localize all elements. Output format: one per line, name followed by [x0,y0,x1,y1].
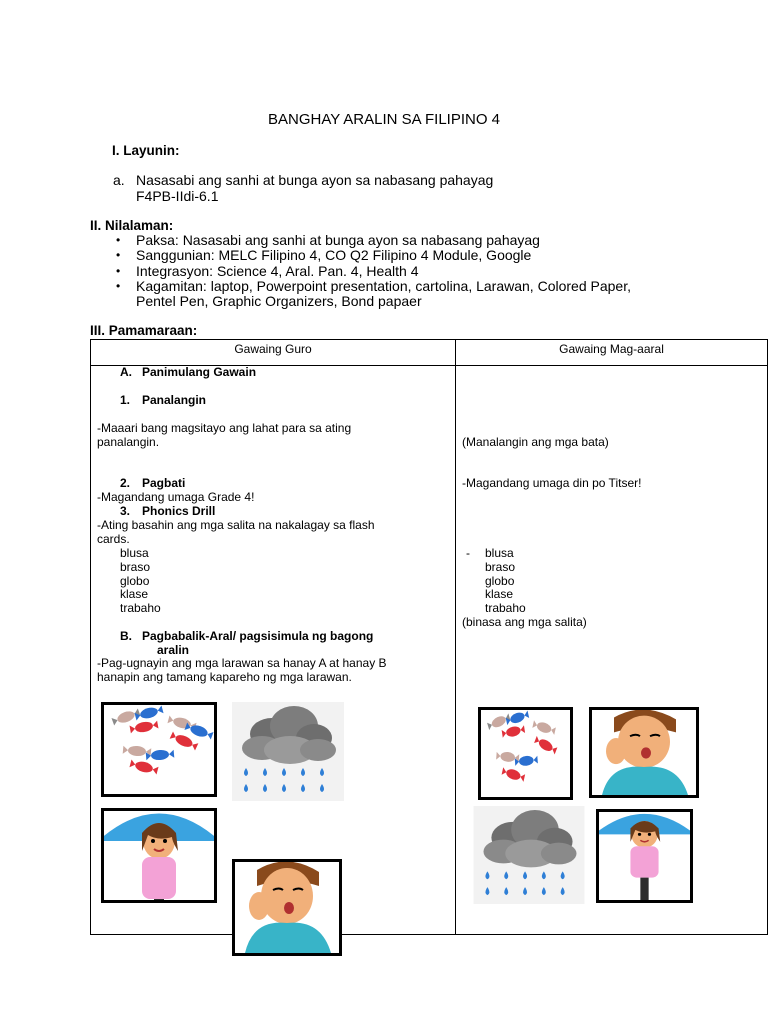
document-title: BANGHAY ARALIN SA FILIPINO 4 [267,111,501,128]
toothache-boy-picture [589,707,699,798]
step-2-title: Pagbati [142,476,186,490]
panalangin-text: panalangin. [97,435,160,449]
umbrella-girl-icon [599,814,690,900]
section-layunin-heading: I. Layunin: [112,143,180,158]
col-header-mag-aaral: Gawaing Mag-aaral [456,340,768,366]
mag-aaral-column [456,366,768,935]
b-instruction-text: -Pag-ugnayin ang mga larawan sa hanay A at hanay B [97,656,387,670]
rain-cloud-picture [232,702,344,801]
candies-picture [478,707,573,800]
candy-icon [487,710,558,783]
section-nilalaman-heading: II. Nilalaman: [90,218,174,233]
phonics-word: blusa [120,546,149,560]
rain-cloud-picture [473,806,585,904]
phonics-word: trabaho [120,601,161,615]
layunin-item-marker: a. [113,172,125,188]
phonics-text: cards. [97,532,130,546]
phonics-word: klase [120,587,149,601]
girl-umbrella-picture [101,808,217,903]
rain-cloud-icon [232,702,344,801]
panalangin-text: -Maaari bang magsitayo ang lahat para sa ating [97,421,352,435]
step-2-marker: 2. [120,476,131,490]
response-word: globo [485,574,515,588]
layunin-item-text: Nasasabi ang sanhi at bunga ayon sa nabasang pahayag [136,172,494,188]
binasa-response: (binasa ang mga salita) [462,615,587,629]
col-header-guro: Gawaing Guro [91,340,456,366]
toothache-boy-picture [232,859,342,956]
step-1-title: Panalangin [142,393,207,407]
candies-picture [101,702,217,797]
response-word: trabaho [485,601,526,615]
step-a-title: Panimulang Gawain [142,365,257,379]
word-list-dash: - [466,546,470,560]
rain-cloud-icon [474,806,585,904]
response-word: klase [485,587,514,601]
step-3-title: Phonics Drill [142,504,216,518]
phonics-text: -Ating basahin ang mga salita na nakalagay sa flash [97,518,375,532]
nilalaman-item: • Sanggunian: MELC Filipino 4, CO Q2 Filipino 4 Module, Google [116,248,631,263]
phonics-word: braso [120,560,151,574]
procedure-table [90,339,768,935]
step-b-title: Pagbabalik-Aral/ pagsisimula ng bagong [142,629,374,643]
b-instruction-text: hanapin ang tamang kapareho ng mga larawan. [97,670,352,684]
candy-icon [111,705,214,775]
step-b-marker: B. [120,629,132,643]
step-1-marker: 1. [120,393,131,407]
layunin-item-code: F4PB-IIdi-6.1 [136,188,219,204]
pagbati-response: -Magandang umaga din po Titser! [462,476,642,490]
response-word: blusa [485,546,514,560]
pagbati-text: -Magandang umaga Grade 4! [97,490,255,504]
umbrella-girl-icon [104,814,214,904]
step-b-title: aralin [157,643,190,657]
nilalaman-item: • Kagamitan: laptop, Powerpoint presentation, cartolina, Larawan, Colored Paper, [116,279,631,294]
phonics-word: globo [120,574,150,588]
toothache-boy-icon [245,862,331,953]
guro-column [91,366,456,935]
nilalaman-item: • Paksa: Nasasabi ang sanhi at bunga ayon sa nabasang pahayag [116,233,631,248]
nilalaman-item: • Integrasyon: Science 4, Aral. Pan. 4, Health 4 [116,264,631,279]
toothache-boy-icon [602,710,688,795]
nilalaman-item-continuation: Pentel Pen, Graphic Organizers, Bond papaer [136,293,422,309]
step-a-marker: A. [120,365,132,379]
response-word: braso [485,560,516,574]
nilalaman-list [116,233,631,294]
girl-umbrella-picture [596,809,693,903]
step-3-marker: 3. [120,504,131,518]
panalangin-response: (Manalangin ang mga bata) [462,435,609,449]
section-pamamaraan-heading: III. Pamamaraan: [90,323,198,338]
